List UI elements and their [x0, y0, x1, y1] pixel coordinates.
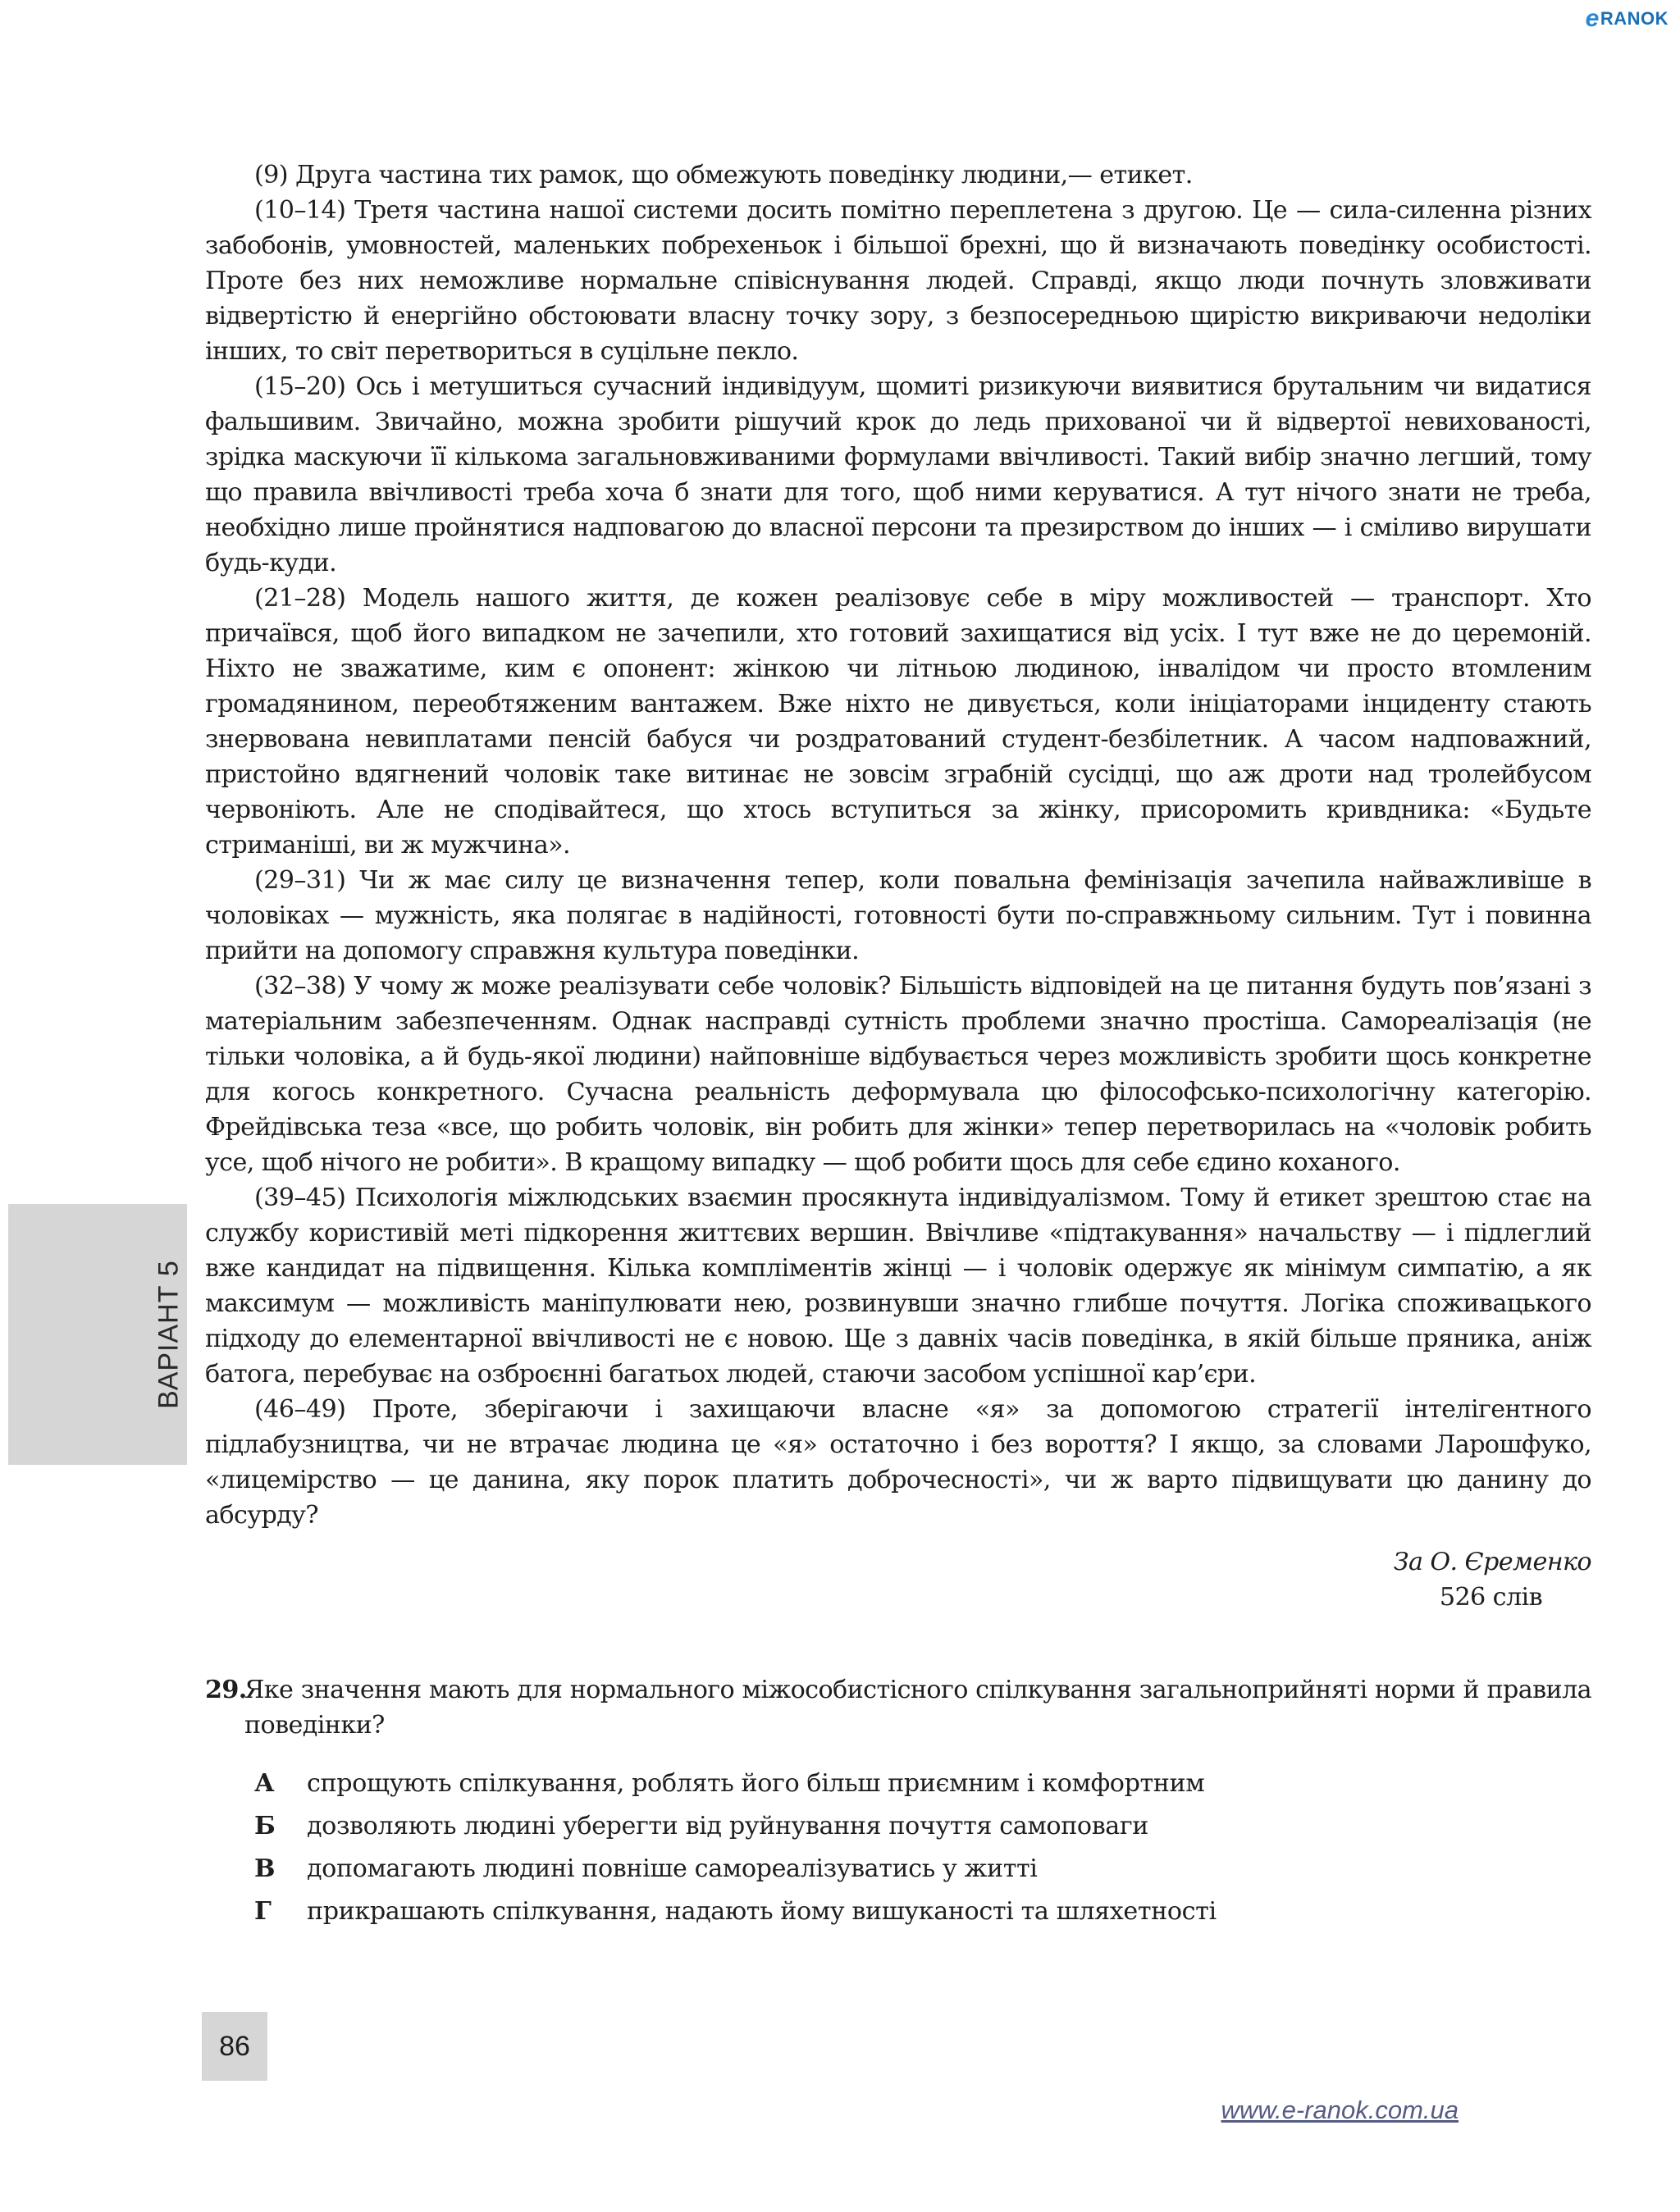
- variant-side-tab: [8, 1204, 187, 1465]
- option-letter: В: [254, 1854, 276, 1883]
- paragraph-2: (10–14) Третя частина нашої системи досить помітно переплетена з другою. Це — сила-силенна різних забобонів, умовностей, маленьких побрехеньок і більшої брехні, що й визначають поведінку особистості. Проте без них неможливе нормальне співіснування людей. Справді, якщо люди почнуть зловживати відвертістю й енергійно обстоювати власну точку зору, з безпосередньою щирістю викриваючи недоліки інших, то світ перетвориться в суцільне пекло.: [205, 196, 1591, 366]
- page-content: [205, 157, 1591, 1936]
- logo-text: RANOK: [1600, 8, 1669, 29]
- logo-e: e: [1585, 5, 1600, 32]
- e-ranok-logo[interactable]: [1586, 5, 1669, 33]
- footer-link[interactable]: www.e-ranok.com.ua: [1221, 2096, 1459, 2124]
- answer-options: [205, 1766, 1591, 1929]
- option-text: допомагають людині повніше самореалізуватись у житті: [307, 1854, 1038, 1883]
- option-text: прикрашають спілкування, надають йому вишуканості та шляхетності: [307, 1897, 1217, 1926]
- paragraph-4: (21–28) Модель нашого життя, де кожен реалізовує себе в міру можливостей — транспорт. Хто причаївся, щоб його випадком не зачепили, хто готовий захищатися від усіх. І тут вже не до церемоній. Ніхто не зважатиме, ким є опонент: жінкою чи літньою людиною, інвалідом чи просто втомленим громадянином, переобтяженим вантажем. Вже ніхто не дивується, коли ініціаторами інциденту стають знервована невиплатами пенсій бабуся чи роздратований студент-безбілетник. А часом надповажний, пристойно вдягнений чоловік таке витинає не зовсім зграбній сусідці, що аж дроти над тролейбусом червоніють. Але не сподівайтеся, що хтось вступиться за жінку, присоромить кривдника: «Будьте стриманіші, ви ж мужчина».: [205, 584, 1591, 860]
- option-letter: Б: [254, 1812, 276, 1840]
- question-number: 29.: [205, 1676, 247, 1704]
- page-number: 86: [202, 2012, 267, 2081]
- answer-option-a[interactable]: [205, 1766, 1591, 1801]
- paragraph-7: (39–45) Психологія міжлюдських взаємин просякнута індивідуалізмом. Тому й етикет зрештою стає на службу користивій меті підкорення життєвих вершин. Ввічливе «підтакування» начальству — і підлеглий вже кандидат на підвищення. Кілька компліментів жінці — і чоловік одержує як мінімум симпатію, а як максимум — можливість маніпулювати нею, розвинувши значно глибше почуття. Логіка споживацького підходу до елементарної ввічливості не є новою. Ще з давніх часів поведінка, в якій більше пряника, аніж батога, перебуває на озброєнні багатьох людей, стаючи засобом успішної кар’єри.: [205, 1184, 1591, 1389]
- paragraph-1: (9) Друга частина тих рамок, що обмежують поведінку людини,— етикет.: [254, 161, 1193, 189]
- answer-option-g[interactable]: [205, 1894, 1591, 1929]
- paragraph-5: (29–31) Чи ж має силу це визначення тепер, коли повальна фемінізація зачепила найважливіше в чоловіках — мужність, яка полягає в надійності, готовності бути по-справжньому сильним. Тут і повинна прийти на допомогу справжня культура поведінки.: [205, 866, 1591, 965]
- source-word-count: 526 слів: [1439, 1583, 1542, 1612]
- paragraph-6: (32–38) У чому ж може реалізувати себе чоловік? Більшість відповідей на це питання будуть пов’язані з матеріальним забезпеченням. Однак насправді сутність проблеми значно простіша. Самореалізація (не тільки чоловіка, а й будь-якої людини) найповніше відбувається через можливість зробити щось конкретне для когось конкретного. Сучасна реальність деформувала цю філософсько-психологічну категорію. Фрейдівська теза «все, що робить чоловік, він робить для жінки» тепер перетворилась на «чоловік робить усе, щоб нічого не робити». В кращому випадку — щоб робити щось для себе єдино коханого.: [205, 972, 1591, 1177]
- answer-option-b[interactable]: [205, 1808, 1591, 1844]
- option-letter: Г: [254, 1897, 272, 1926]
- question-text: Яке значення мають для нормального міжособистісного спілкування загальноприйняті норми й правила поведінки?: [244, 1676, 1591, 1740]
- text-source: [205, 1544, 1591, 1615]
- option-text: дозволяють людині уберегти від руйнування почуття самоповаги: [307, 1812, 1149, 1840]
- answer-option-v[interactable]: [205, 1851, 1591, 1886]
- variant-label: ВАРІАНТ 5: [153, 1260, 185, 1409]
- paragraph-8: (46–49) Проте, зберігаючи і захищаючи власне «я» за допомогою стратегії інтелігентного підлабузництва, чи не втрачає людина це «я» остаточно і без вороття? І якщо, за словами Ларошфуко, «лицемірство — це данина, яку порок платить доброчесності», чи ж варто підвищувати цю данину до абсурду?: [205, 1395, 1591, 1530]
- paragraph-3: (15–20) Ось і метушиться сучасний індивідуум, щомиті ризикуючи виявитися брутальним чи видатися фальшивим. Звичайно, можна зробити рішучий крок до ледь прихованої чи й відвертої невихованості, зрідка маскуючи її кількома загальновживаними формулами ввічливості. Такий вибір значно легший, тому що правила ввічливості треба хоча б знати для того, щоб ними керуватися. А тут нічого знати не треба, необхідно лише пройнятися надповагою до власної персони та презирством до інших — і сміливо вирушати будь-куди.: [205, 372, 1591, 577]
- option-letter: А: [254, 1769, 275, 1798]
- question-29: [205, 1672, 1591, 1743]
- source-author: За О. Єременко: [1393, 1548, 1591, 1576]
- option-text: спрощують спілкування, роблять його більш приємним і комфортним: [307, 1769, 1205, 1798]
